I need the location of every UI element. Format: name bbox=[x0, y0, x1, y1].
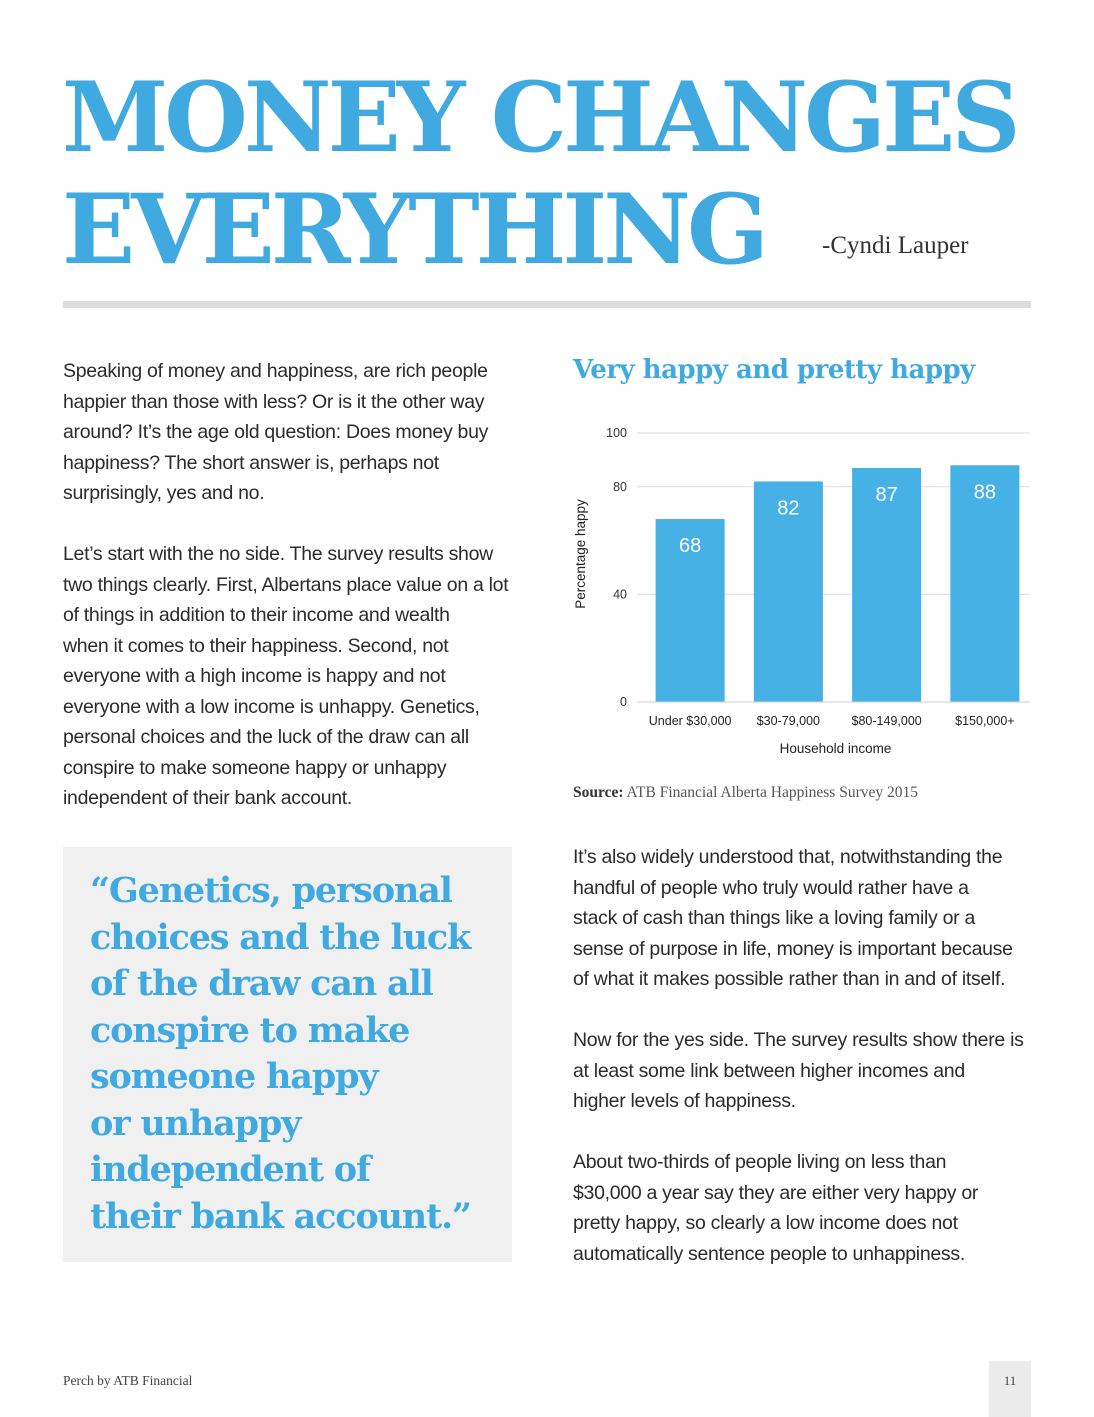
text-line: personal choices and the luck of the draw can all bbox=[63, 726, 469, 748]
text-line: everyone with a low income is unhappy. Genetics, bbox=[63, 695, 480, 718]
text-line: conspire to make someone happy or unhappy bbox=[63, 756, 447, 779]
data-label: 82 bbox=[777, 497, 800, 520]
chart-svg bbox=[565, 418, 1045, 768]
text-line: It’s also widely understood that, notwithstanding the bbox=[573, 846, 1003, 868]
y-tick-label: 80 bbox=[613, 479, 627, 494]
intro-paragraph-1 bbox=[63, 356, 533, 509]
chart-source bbox=[573, 784, 918, 802]
body-paragraph-2 bbox=[573, 1025, 1043, 1117]
data-label: 87 bbox=[875, 483, 898, 506]
text-line: automatically sentence people to unhappiness. bbox=[573, 1242, 965, 1265]
text-line: handful of people who truly would rather have a bbox=[573, 876, 969, 899]
data-label: 68 bbox=[679, 535, 702, 558]
text-line: everyone with a high income is happy and not bbox=[63, 665, 446, 687]
x-tick-label: Under $30,000 bbox=[648, 714, 732, 728]
text-line: About two-thirds of people living on less than bbox=[573, 1151, 947, 1173]
x-tick-label: $30-79,000 bbox=[756, 714, 821, 728]
y-tick-label: 100 bbox=[606, 426, 627, 440]
source-label: Source: bbox=[573, 784, 624, 801]
quote-line: conspire to make bbox=[90, 1009, 410, 1051]
quote-line: “Genetics, personal bbox=[90, 870, 452, 911]
quote-line: independent of bbox=[90, 1149, 370, 1190]
title-line-2: EVERYTHING bbox=[62, 173, 765, 286]
x-tick-label: $80-149,000 bbox=[851, 714, 922, 728]
text-line: Let’s start with the no side. The survey results show bbox=[63, 543, 493, 565]
source-text: ATB Financial Alberta Happiness Survey 2015 bbox=[626, 784, 918, 801]
text-line: of what it makes possible rather than in and of itself. bbox=[573, 968, 1006, 990]
data-label: 88 bbox=[973, 481, 996, 504]
text-line: surprisingly, yes and no. bbox=[63, 482, 265, 504]
text-line: happier than those with less? Or is it the other way bbox=[63, 390, 485, 413]
text-line: higher levels of happiness. bbox=[573, 1090, 796, 1112]
text-line: Now for the yes side. The survey results show there is bbox=[573, 1029, 1024, 1051]
intro-paragraph-2 bbox=[63, 539, 533, 814]
title-line-1: MONEY CHANGES bbox=[62, 61, 1017, 174]
x-axis-title: Household income bbox=[779, 741, 892, 756]
footer-publication: Perch by ATB Financial bbox=[63, 1373, 193, 1388]
y-tick-label: 40 bbox=[613, 587, 627, 602]
quote-line: their bank account.” bbox=[90, 1195, 471, 1237]
text-line: happiness? The short answer is, perhaps not bbox=[63, 451, 439, 474]
x-tick-label: $150,000+ bbox=[955, 714, 1015, 728]
text-line: sense of purpose in life, money is important because bbox=[573, 937, 1013, 960]
text-line: around? It’s the age old question: Does money buy bbox=[63, 421, 489, 443]
text-line: when it comes to their happiness. Second, not bbox=[63, 634, 449, 657]
text-line: stack of cash than things like a loving family or a bbox=[573, 907, 975, 929]
text-line: Speaking of money and happiness, are rich people bbox=[63, 360, 488, 382]
text-line: two things clearly. First, Albertans place value on a lot bbox=[63, 573, 509, 596]
text-line: at least some link between higher incomes and bbox=[573, 1059, 965, 1082]
chart-title: Very happy and pretty happy bbox=[573, 355, 975, 385]
attribution: -Cyndi Lauper bbox=[822, 232, 969, 259]
text-line: independent of their bank account. bbox=[63, 787, 353, 809]
body-paragraph-3 bbox=[573, 1147, 1043, 1269]
y-tick-label: 0 bbox=[620, 695, 627, 709]
bar-chart bbox=[565, 418, 1045, 768]
divider bbox=[63, 301, 1031, 308]
body-paragraph-1 bbox=[573, 842, 1043, 995]
quote-line: choices and the luck bbox=[90, 916, 471, 958]
text-line: of things in addition to their income and wealth bbox=[63, 604, 450, 626]
text-line: pretty happy, so clearly a low income does not bbox=[573, 1212, 958, 1234]
y-axis-title: Percentage happy bbox=[573, 499, 588, 609]
quote-line: of the draw can all bbox=[90, 963, 433, 1004]
quote-line: or unhappy bbox=[90, 1102, 301, 1144]
quote-line: someone happy bbox=[90, 1056, 378, 1097]
page-number: 11 bbox=[989, 1361, 1031, 1417]
pullquote bbox=[90, 868, 510, 1240]
text-line: $30,000 a year say they are either very happy or bbox=[573, 1181, 979, 1204]
